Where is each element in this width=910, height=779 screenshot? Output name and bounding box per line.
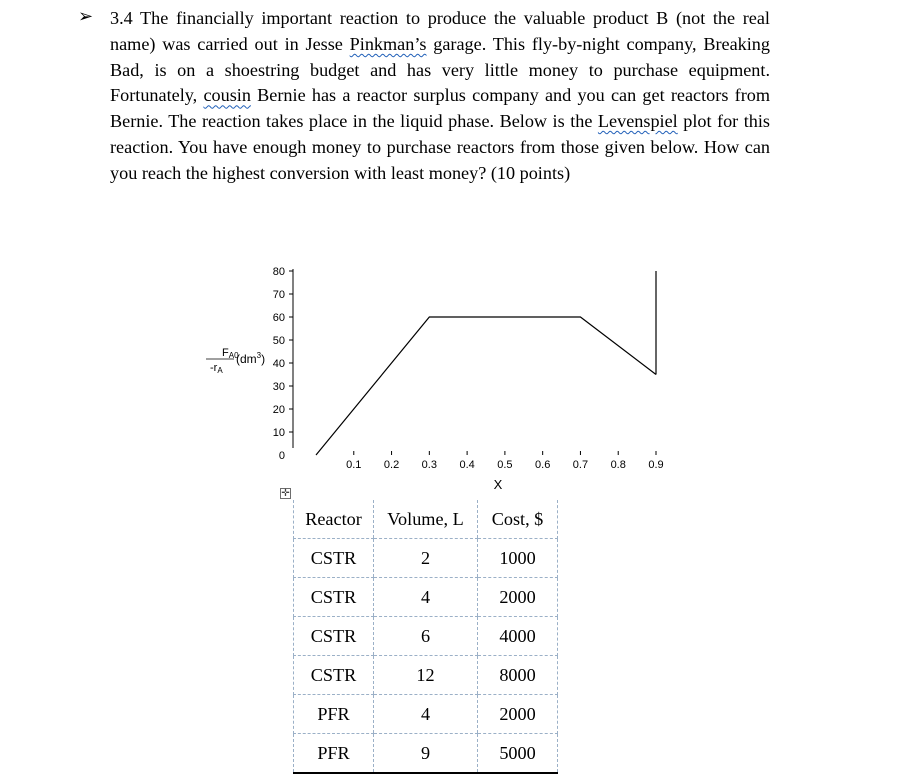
cell-cost: 5000 <box>478 734 558 774</box>
x-tick-label: 0.4 <box>459 459 475 471</box>
cell-reactor: PFR <box>294 695 374 734</box>
bullet-arrow-icon: ➢ <box>78 6 94 27</box>
y-label-unit: $(dm^3)$ <box>236 351 266 366</box>
spell-flag-cousin: cousin <box>203 85 251 106</box>
cell-volume: 6 <box>374 617 478 656</box>
table-row <box>294 656 558 695</box>
y-tick-label: 50 <box>272 335 285 347</box>
y-tick-label: 70 <box>272 289 285 301</box>
x-tick-label: 0.5 <box>497 459 513 471</box>
cell-reactor: CSTR <box>294 539 374 578</box>
y-label-denominator: -rA <box>210 362 223 375</box>
y-tick-label: 40 <box>272 358 285 370</box>
cell-reactor: CSTR <box>294 617 374 656</box>
y-ticks <box>273 266 293 462</box>
header-volume: Volume, L <box>374 500 478 539</box>
table-row <box>294 578 558 617</box>
x-ticks <box>346 451 664 471</box>
x-tick-label: 0.9 <box>648 459 664 471</box>
reactor-table <box>293 500 558 774</box>
cell-cost: 1000 <box>478 539 558 578</box>
problem-statement <box>110 6 770 187</box>
x-tick-label: 0.1 <box>346 459 362 471</box>
problem-text-1: 3.4 The financially important reaction to produce the valuable product B (not the real name) was carried out in Jesse <box>110 8 770 54</box>
header-reactor: Reactor <box>294 500 374 539</box>
cell-volume: 12 <box>374 656 478 695</box>
y-tick-label: 60 <box>272 312 285 324</box>
move-handle-icon[interactable]: ✛ <box>281 488 290 499</box>
spell-flag-pinkman: Pinkman’s <box>349 33 427 54</box>
cell-cost: 2000 <box>478 578 558 617</box>
y-tick-label: 80 <box>272 266 285 278</box>
y-tick-label: 20 <box>272 404 285 416</box>
y-tick-label: 10 <box>272 427 285 439</box>
header-cost: Cost, $ <box>478 500 558 539</box>
cell-volume: 4 <box>374 578 478 617</box>
series-line <box>316 317 656 455</box>
cell-volume: 9 <box>374 734 478 774</box>
x-tick-label: 0.2 <box>383 459 400 471</box>
y-tick-label: 30 <box>272 381 285 393</box>
table-row <box>294 617 558 656</box>
spell-flag-levenspiel: Levenspiel <box>597 111 678 132</box>
table-row <box>294 734 558 774</box>
table-row <box>294 695 558 734</box>
problem-text-4: plot for this reaction. You have enough money to purchase reactors from those given below. How can you reach the highest conversion with least money? (10 points) <box>110 111 771 183</box>
y-label-numerator: FA0 <box>222 347 239 360</box>
y-axis-label <box>206 347 265 375</box>
x-tick-label: 0.3 <box>421 459 437 471</box>
x-tick-label: 0.7 <box>572 459 589 471</box>
x-tick-label: 0.8 <box>610 459 626 471</box>
table-row <box>294 539 558 578</box>
cell-cost: 8000 <box>478 656 558 695</box>
cell-cost: 2000 <box>478 695 558 734</box>
cell-volume: 4 <box>374 695 478 734</box>
levenspiel-plot <box>200 258 680 498</box>
cell-reactor: PFR <box>294 734 374 774</box>
cell-volume: 2 <box>374 539 478 578</box>
x-tick-label: 0.6 <box>535 459 551 471</box>
cell-reactor: CSTR <box>294 656 374 695</box>
y-tick-label: 0 <box>278 450 285 462</box>
cell-reactor: CSTR <box>294 578 374 617</box>
x-axis-label: X <box>493 477 503 492</box>
table-header-row <box>294 500 558 539</box>
problem-text-2: garage. This fly-by-night company, Breaking Bad, is on a shoestring budget and has very little money to purchase equipment. Fortunately, <box>110 33 770 106</box>
plot-area <box>316 271 656 455</box>
cell-cost: 4000 <box>478 617 558 656</box>
problem-text-3: Bernie has a reactor surplus company and you can get reactors from Bernie. The reaction takes place in the liquid phase. Below is the <box>110 85 770 132</box>
